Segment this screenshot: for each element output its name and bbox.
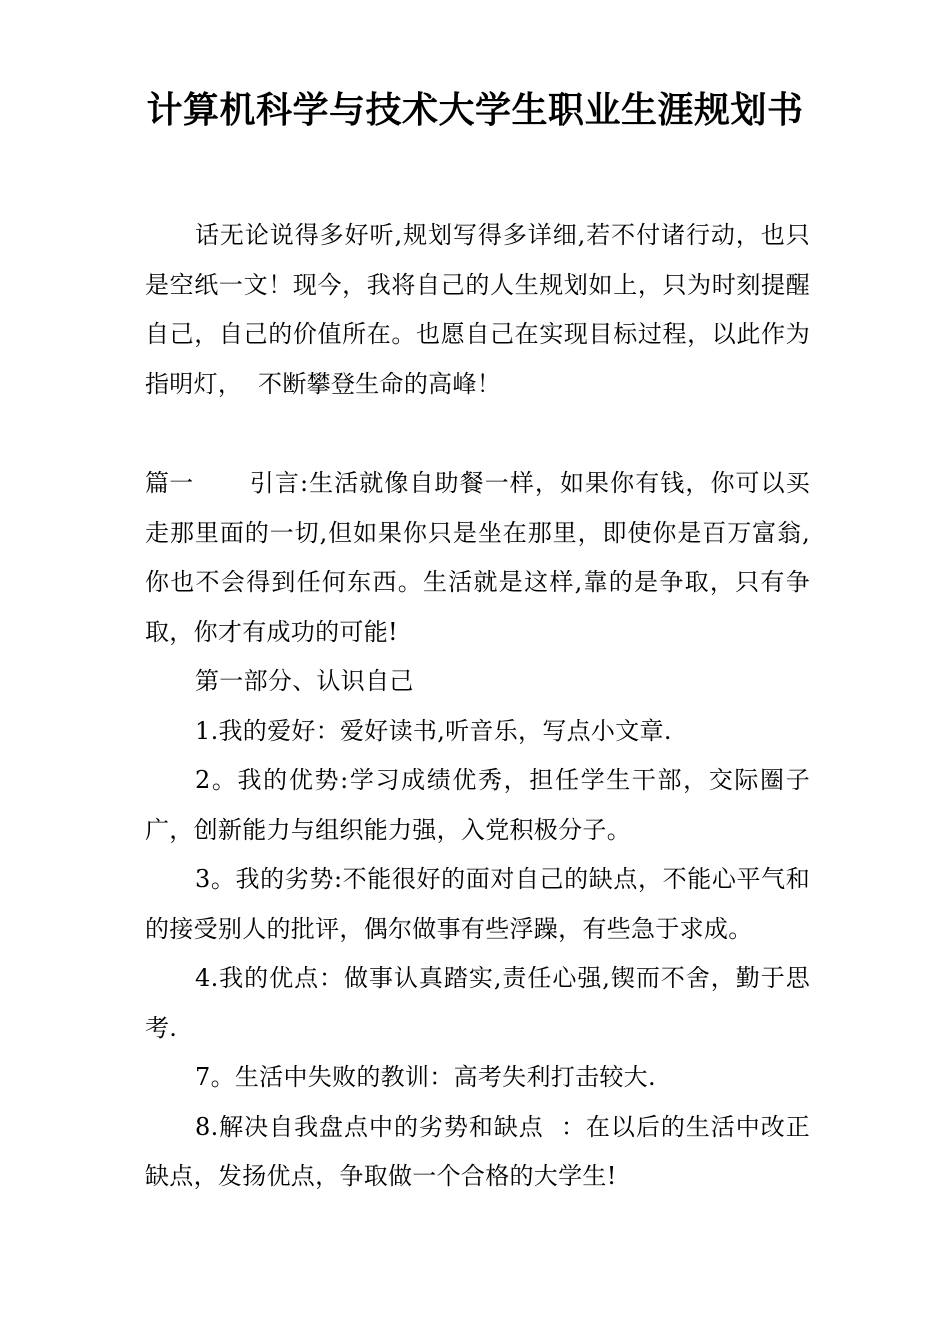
chapter-preface-paragraph bbox=[145, 459, 810, 657]
section-heading: 第一部分、认识自己 bbox=[195, 667, 414, 695]
list-item-solution: 8.解决自我盘点中的劣势和缺点 ：在以后的生活中改正缺点，发扬优点，争取做一个合格的大学生! bbox=[145, 1112, 810, 1190]
intro-section bbox=[145, 211, 810, 409]
chapter-label: 篇一 bbox=[145, 469, 194, 497]
document-title: 计算机科学与技术大学生职业生涯规划书 bbox=[146, 90, 804, 131]
chapter-preface: 引言:生活就像自助餐一样，如果你有钱，你可以买走那里面的一切,但如果你只是坐在那里，即使你是百万富翁,你也不会得到任何东西。生活就是这样,靠的是争取，只有争取，你才有成功的可能! bbox=[145, 469, 810, 646]
list-item-strengths: 2。我的优势:学习成绩优秀，担任学生干部，交际圈子广，创新能力与组织能力强，入党积极分子。 bbox=[145, 766, 810, 844]
list-item-lessons: 7。生活中失败的教训：高考失利打击较大. bbox=[195, 1063, 656, 1091]
intro-paragraph: 话无论说得多好听,规划写得多详细,若不付诸行动，也只是空纸一文！现今，我将自己的人生规划如上，只为时刻提醒自己，自己的价值所在。也愿自己在实现目标过程，以此作为指明灯， 不断攀登生命的高峰！ bbox=[145, 221, 810, 398]
chapter-section bbox=[145, 459, 810, 1202]
list-item-hobby: 1.我的爱好：爱好读书,听音乐，写点小文章. bbox=[195, 716, 672, 745]
list-item-merits: 4.我的优点：做事认真踏实,责任心强,锲而不舍，勤于思考. bbox=[145, 964, 810, 1042]
list-item-weaknesses: 3。我的劣势:不能很好的面对自己的缺点，不能心平气和的接受别人的批评，偶尔做事有些浮躁，有些急于求成。 bbox=[145, 865, 810, 943]
